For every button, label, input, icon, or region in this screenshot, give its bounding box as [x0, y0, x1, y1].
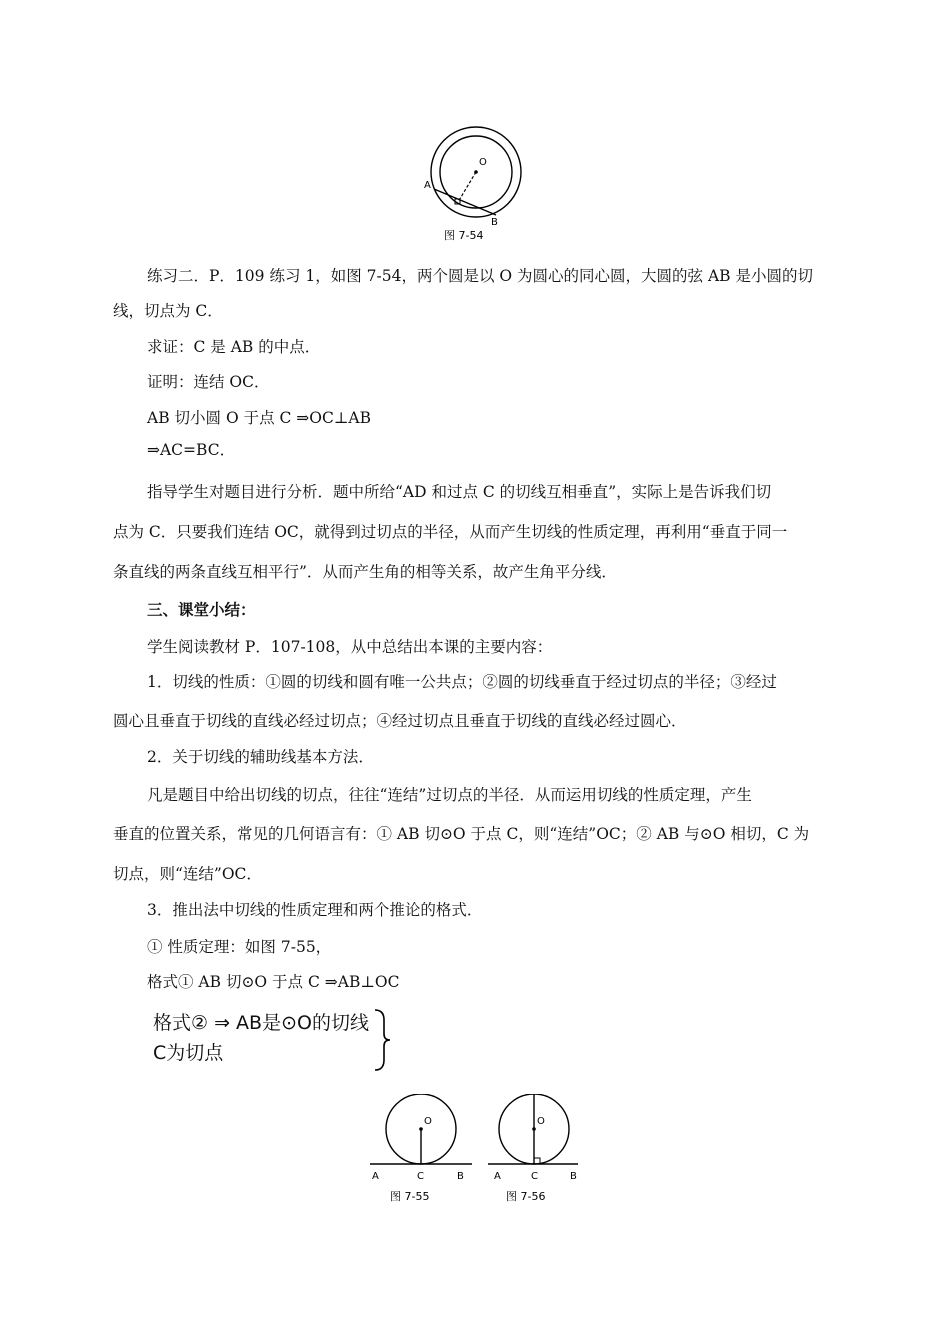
fig54-label-o: O	[479, 157, 487, 168]
summary-point-3: 3．推出法中切线的性质定理和两个推论的格式．	[147, 901, 483, 919]
figure-7-55	[368, 1094, 474, 1206]
fig56-label-a: A	[494, 1171, 501, 1182]
figure-7-54	[418, 125, 533, 245]
analysis-line2: 点为 C．只要我们连结 OC，就得到过切点的半径，从而产生切线的性质定理，再利用“垂直于同一	[113, 523, 788, 541]
figure-7-56	[486, 1094, 582, 1206]
proof-step-1: AB 切小圆 O 于点 C ⇒OC⊥AB	[147, 409, 372, 427]
analysis-line3: 条直线的两条直线互相平行”．从而产生角的相等关系，故产生角平分线．	[113, 563, 617, 581]
fig56-label-o: O	[537, 1116, 545, 1127]
format-2-line1: 格式② ⇒ AB是⊙O的切线	[153, 1012, 369, 1034]
method-line3: 切点，则“连结”OC．	[113, 865, 262, 883]
section-heading-summary: 三、课堂小结：	[147, 600, 256, 619]
proof-start: 证明：连结 OC．	[147, 373, 270, 391]
fig55-label-c: C	[417, 1171, 424, 1182]
summary-point-1-line2: 圆心且垂直于切线的直线必经过切点；④经过切点且垂直于切线的直线必经过圆心．	[113, 712, 687, 730]
summary-point-2: 2．关于切线的辅助线基本方法．	[147, 748, 374, 766]
fig56-label-b: B	[570, 1171, 577, 1182]
theorem-line: ① 性质定理：如图 7-55，	[147, 938, 332, 956]
fig55-label-b: B	[457, 1171, 464, 1182]
fig54-caption: 图 7-54	[444, 229, 484, 242]
summary-point-1-line1: 1．切线的性质：①圆的切线和圆有唯一公共点；②圆的切线垂直于经过切点的半径；③经过	[147, 673, 777, 691]
prove-statement: 求证：C 是 AB 的中点．	[147, 338, 321, 356]
analysis-line1: 指导学生对题目进行分析．题中所给“AD 和过点 C 的切线互相垂直”，实际上是告诉我们切	[147, 483, 772, 501]
fig55-caption: 图 7-55	[390, 1190, 430, 1203]
summary-intro: 学生阅读教材 P．107-108，从中总结出本课的主要内容：	[147, 638, 553, 656]
fig56-caption: 图 7-56	[506, 1190, 546, 1203]
fig54-label-b: B	[491, 217, 498, 228]
proof-step-2: ⇒AC=BC．	[147, 441, 236, 459]
fig56-label-c: C	[531, 1171, 538, 1182]
format-2-brace	[372, 1008, 392, 1072]
exercise-2-line2: 线，切点为 C．	[113, 302, 223, 320]
fig54-label-a: A	[424, 180, 431, 191]
fig55-label-a: A	[372, 1171, 379, 1182]
method-line2: 垂直的位置关系，常见的几何语言有：① AB 切⊙O 于点 C，则“连结”OC；② AB 与⊙O 相切，C 为	[113, 825, 810, 843]
format-1-line: 格式① AB 切⊙O 于点 C ⇒AB⊥OC	[147, 973, 400, 991]
method-line1: 凡是题目中给出切线的切点，往往“连结”过切点的半径．从而运用切线的性质定理，产生	[147, 786, 752, 804]
exercise-2-line1: 练习二．P．109 练习 1，如图 7-54，两个圆是以 O 为圆心的同心圆，大圆的弦 AB 是小圆的切	[147, 267, 813, 285]
fig55-label-o: O	[424, 1116, 432, 1127]
format-2-line2: C为切点	[153, 1042, 224, 1064]
